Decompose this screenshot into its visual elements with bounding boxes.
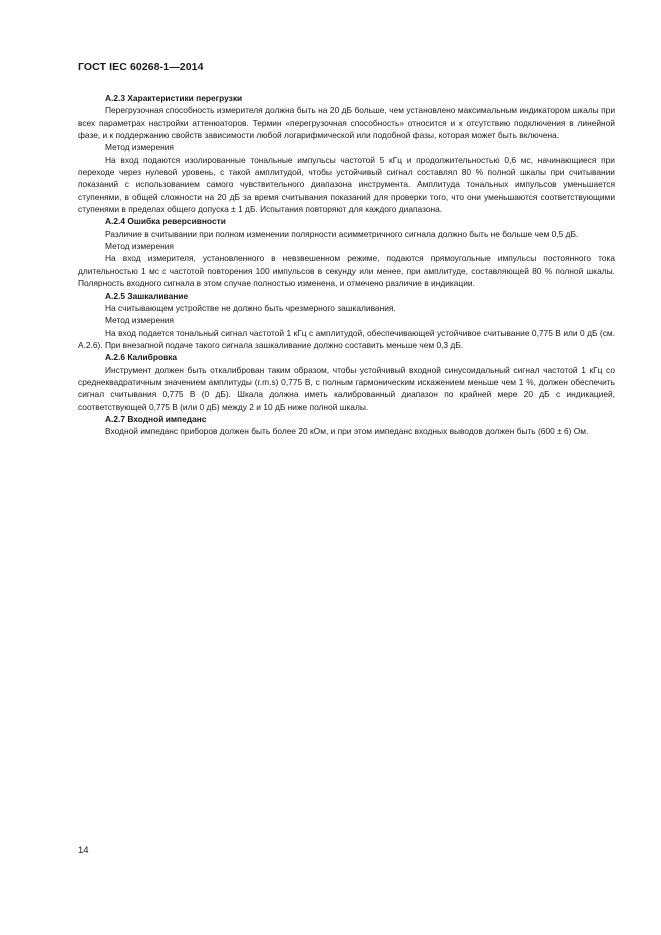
section-heading-a25: А.2.5 Зашкаливание	[105, 290, 189, 301]
paragraph: На вход измерителя, установленного в невзвешенном режиме, подаются прямоугольные импульсы постоянного тока длительностью 1 мс с частотой повторения 100 импульсов в секунду или менее, при амплитуде, составляющей 80 % полной шкалы. Полярность входного сигнала в этом случае полностью изменена, и отмечено различие в индикации.	[78, 253, 615, 289]
page-number: 14	[78, 845, 89, 856]
section-heading-a24: А.2.4 Ошибка реверсивности	[105, 216, 226, 227]
method-label: Метод измерения	[105, 241, 174, 252]
paragraph: На вход подается тональный сигнал частотой 1 кГц с амплитудой, обеспечивающей устойчивое считывание 0,775 В или 0 дБ (см. А.2.6). При внезапной подаче такого сигнала зашкаливание должно составить меньше чем 0,3 дБ.	[78, 327, 615, 350]
paragraph: Перегрузочная способность измерителя должна быть на 20 дБ больше, чем установлено максимальным индикатором шкалы при всех параметрах настройки аттенюаторов. Термин «перегрузочная способность» относится и к отсутствию подключения в линейной фазе, и к поддержанию свойств зависимости любой логарифмической или подобной фазы, которая может быть включена.	[78, 105, 615, 141]
paragraph: Входной импеданс приборов должен быть более 20 кОм, и при этом импеданс входных выводов должен быть (600 ± 6) Ом.	[105, 426, 589, 437]
method-label: Метод измерения	[105, 315, 174, 326]
paragraph: На считывающем устройстве не должно быть чрезмерного зашкаливания.	[105, 302, 396, 313]
paragraph: На вход подаются изолированные тональные импульсы частотой 5 кГц и продолжительностью 0,6 мс, начинающиеся при переходе через нулевой уровень, с такой амплитудой, чтобы устойчивый сигнал составлял 80 % полной шкалы при считывании показаний с использованием самого чувствительного диапазона инструмента. Амплитуда тональных импульсов уменьшается ступенями, в общей сложности на 20 дБ за время считывания показаний для проверки того, что они уменьшаются соответствующими ступенями в пределах общего допуска ± 1 дБ. Испытания повторяют для каждого диапазона.	[78, 154, 615, 215]
method-label: Метод измерения	[105, 142, 174, 153]
paragraph: Инструмент должен быть откалиброван таким образом, чтобы устойчивый входной синусоидальный сигнал частотой 1 кГц со среднеквадратичным значением амплитуды (r.m.s) 0,775 В, с полным гармоническим искажением меньше чем 1 %, должен обеспечить сигнал считывания 0,775 В (0 дБ). Шкала должна иметь калиброванный диапазон по крайней мере 20 дБ с индикацией, соответствующей 0,775 В (или 0 дБ) между 2 и 10 дБ ниже полной шкалы.	[78, 364, 615, 412]
section-heading-a26: А.2.6 Калибровка	[105, 352, 178, 363]
section-heading-a23: А.2.3 Характеристики перегрузки	[105, 93, 243, 103]
document-body	[78, 92, 615, 438]
paragraph: Различие в считывании при полном изменении полярности асимметричного сигнала должно быть не больше чем 0,5 дБ.	[105, 228, 579, 239]
standard-header: ГОСТ IEC 60268-1—2014	[78, 61, 204, 73]
section-heading-a27: А.2.7 Входной импеданс	[105, 413, 207, 424]
